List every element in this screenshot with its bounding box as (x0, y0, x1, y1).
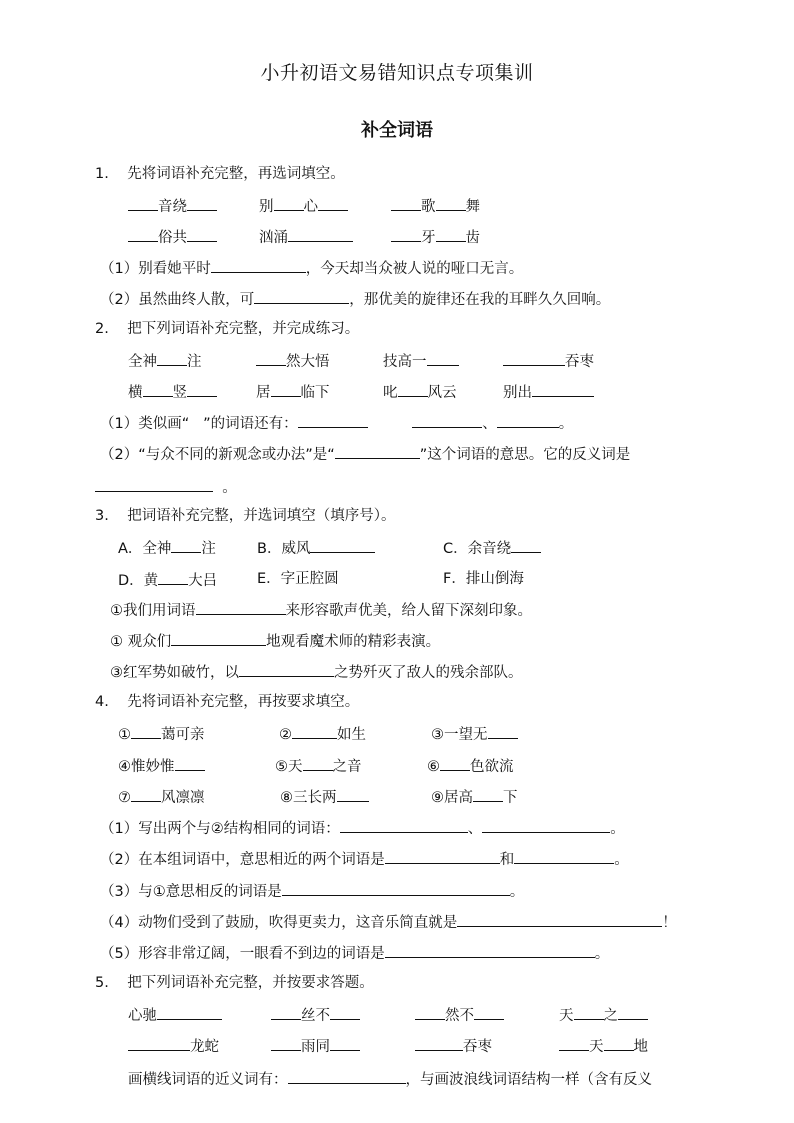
q5-word-3: 然不 (415, 1004, 504, 1026)
q4-word-9: ⑨居高 下 (431, 786, 518, 808)
section-title: 补全词语 (361, 120, 433, 141)
answer-field[interactable] (298, 412, 368, 428)
q5-word-1: 心驰 (128, 1004, 222, 1026)
blank-field[interactable] (503, 350, 565, 366)
blank-field[interactable] (292, 723, 337, 739)
q3-option-d: D．黄 大吕 (118, 569, 217, 591)
q3-option-b: B．威风 (257, 537, 375, 559)
answer-field[interactable] (497, 412, 559, 428)
q2-prompt-text: 把下列词语补充完整，并完成练习。 (127, 321, 360, 337)
blank-field[interactable] (310, 537, 375, 553)
blank-field[interactable] (440, 755, 470, 771)
blank-field[interactable] (427, 350, 459, 366)
q5-word-4: 天 之 (559, 1004, 648, 1026)
blank-field[interactable] (398, 381, 428, 397)
answer-field[interactable] (514, 848, 614, 864)
blank-field[interactable] (604, 1035, 634, 1051)
blank-field[interactable] (171, 537, 201, 553)
blank-field[interactable] (330, 1035, 360, 1051)
q4-sentence-2: （2）在本组词语中，意思相近的两个词语是 和 。 (100, 848, 629, 870)
blank-field[interactable] (391, 226, 421, 242)
blank-field[interactable] (474, 1004, 504, 1020)
q4-sentence-1: （1）写出两个与②结构相同的词语： 、 。 (100, 817, 625, 839)
blank-field[interactable] (391, 195, 421, 211)
answer-field[interactable] (340, 817, 468, 833)
q4-word-4: ④惟妙惟 (118, 755, 205, 777)
blank-field[interactable] (488, 723, 518, 739)
blank-field[interactable] (131, 723, 161, 739)
answer-field[interactable] (412, 412, 482, 428)
q2-word-7: 叱 风云 (383, 381, 457, 403)
q1-word-5: 汹涌 (259, 226, 353, 248)
blank-field[interactable] (175, 755, 205, 771)
q5-sentence-1: 画横线词语的近义词有： ，与画波浪线词语结构一样（含有反义 (128, 1068, 652, 1090)
answer-field[interactable] (335, 443, 420, 459)
q2-word-1: 全神 注 (128, 350, 202, 372)
blank-field[interactable] (574, 1004, 604, 1020)
answer-field[interactable] (282, 880, 510, 896)
blank-field[interactable] (473, 786, 503, 802)
blank-field[interactable] (288, 226, 353, 242)
q4-word-3: ③一望无 (431, 723, 518, 745)
q2-sentence-1: （1）类似画“ ”的词语还有： 、 。 (100, 412, 573, 434)
blank-field[interactable] (271, 1035, 301, 1051)
blank-field[interactable] (187, 226, 217, 242)
blank-field[interactable] (128, 226, 158, 242)
q5-word-8: 天 地 (559, 1035, 648, 1057)
answer-field[interactable] (211, 257, 306, 273)
q3-sentence-3: ③红军势如破竹，以 之势歼灭了敌人的残余部队。 (110, 661, 523, 683)
q3-option-e: E．字正腔圆 (257, 571, 339, 587)
q5-prompt-text: 把下列词语补充完整，并按要求答题。 (127, 975, 374, 991)
q1-word-6: 牙 齿 (391, 226, 480, 248)
blank-field[interactable] (131, 786, 161, 802)
blank-field[interactable] (143, 381, 173, 397)
page-title: 小升初语文易错知识点专项集训 (260, 62, 534, 84)
q2-sentence-2: （2）“与众不同的新观念或办法”是“ ”这个词语的意思。它的反义词是 (100, 443, 630, 465)
q5-word-7: 吞枣 (415, 1035, 492, 1057)
blank-field[interactable] (303, 755, 333, 771)
q2-word-4: 吞枣 (503, 350, 594, 372)
q2-prompt (95, 319, 359, 339)
q4-word-1: ① 蔼可亲 (118, 723, 205, 745)
blank-field[interactable] (436, 195, 466, 211)
q2-number: 2. (95, 321, 109, 337)
answer-field[interactable] (196, 599, 286, 615)
blank-field[interactable] (618, 1004, 648, 1020)
q1-word-2: 别 心 (259, 195, 348, 217)
q4-prompt (95, 692, 359, 712)
blank-field[interactable] (256, 350, 286, 366)
q4-word-7: ⑦ 风凛凛 (118, 786, 205, 808)
blank-field[interactable] (318, 195, 348, 211)
q5-number: 5. (95, 975, 109, 991)
q5-word-2: 丝不 (271, 1004, 360, 1026)
q4-sentence-5: （5）形容非常辽阔，一眼看不到边的词语是 。 (100, 942, 609, 964)
blank-field[interactable] (187, 381, 217, 397)
answer-field[interactable] (385, 848, 500, 864)
q1-number: 1. (95, 166, 109, 182)
q2-word-6: 居 临下 (256, 381, 330, 403)
q2-word-8: 别出 (503, 381, 594, 403)
q1-word-3: 歌 舞 (391, 195, 480, 217)
q1-word-4: 俗共 (128, 226, 217, 248)
q1-prompt (95, 164, 345, 184)
q3-sentence-1: ①我们用词语 来形容歌声优美，给人留下深刻印象。 (110, 599, 532, 621)
q3-number: 3. (95, 508, 109, 524)
q5-word-6: 雨同 (271, 1035, 360, 1057)
q3-prompt (95, 506, 396, 526)
q3-sentence-2: ① 观众们 地观看魔术师的精彩表演。 (110, 630, 440, 652)
q4-sentence-4: （4）动物们受到了鼓励，吹得更卖力，这音乐简直就是 ！ (100, 911, 677, 933)
q3-option-c: C．余音绕 (443, 537, 541, 559)
blank-field[interactable] (415, 1004, 445, 1020)
q2-word-3: 技高一 (383, 350, 459, 372)
answer-field[interactable] (288, 1068, 406, 1084)
q2-word-2: 然大悟 (256, 350, 330, 372)
blank-field[interactable] (128, 1035, 190, 1051)
q3-prompt-text: 把词语补充完整，并选词填空（填序号）。 (127, 508, 396, 524)
answer-field[interactable] (171, 630, 266, 646)
blank-field[interactable] (271, 1004, 301, 1020)
answer-field[interactable] (254, 288, 349, 304)
q4-word-6: ⑥ 色欲流 (427, 755, 514, 777)
answer-field[interactable] (95, 476, 213, 492)
q3-option-f: F．排山倒海 (443, 571, 524, 587)
blank-field[interactable] (128, 195, 158, 211)
blank-field[interactable] (330, 1004, 360, 1020)
q1-word-1: 音绕 (128, 195, 217, 217)
blank-field[interactable] (274, 195, 304, 211)
answer-field[interactable] (482, 817, 610, 833)
q4-word-5: ⑤天 之音 (275, 755, 362, 777)
blank-field[interactable] (157, 1004, 222, 1020)
q4-word-2: ② 如生 (279, 723, 366, 745)
q5-word-5: 龙蛇 (128, 1035, 219, 1057)
q3-option-a: A．全神 注 (118, 537, 216, 559)
blank-field[interactable] (187, 195, 217, 211)
blank-field[interactable] (415, 1035, 463, 1051)
answer-field[interactable] (385, 942, 595, 958)
q2-sentence-2-cont: 。 (95, 476, 237, 498)
blank-field[interactable] (158, 569, 188, 585)
blank-field[interactable] (271, 381, 301, 397)
blank-field[interactable] (532, 381, 594, 397)
q1-prompt-text: 先将词语补充完整，再选词填空。 (127, 166, 345, 182)
q4-prompt-text: 先将词语补充完整，再按要求填空。 (127, 694, 360, 710)
blank-field[interactable] (559, 1035, 589, 1051)
q1-sentence-1: （1）别看她平时 ，今天却当众被人说的哑口无言。 (100, 257, 523, 279)
blank-field[interactable] (436, 226, 466, 242)
answer-field[interactable] (457, 911, 662, 927)
blank-field[interactable] (511, 537, 541, 553)
blank-field[interactable] (337, 786, 369, 802)
blank-field[interactable] (157, 350, 187, 366)
q2-word-5: 横 竖 (128, 381, 217, 403)
q4-number: 4. (95, 694, 109, 710)
q4-sentence-3: （3）与①意思相反的词语是 。 (100, 880, 524, 902)
q5-prompt (95, 973, 374, 993)
q4-word-8: ⑧三长两 (280, 786, 369, 808)
q1-sentence-2: （2）虽然曲终人散，可 ，那优美的旋律还在我的耳畔久久回响。 (100, 288, 610, 310)
answer-field[interactable] (239, 661, 334, 677)
